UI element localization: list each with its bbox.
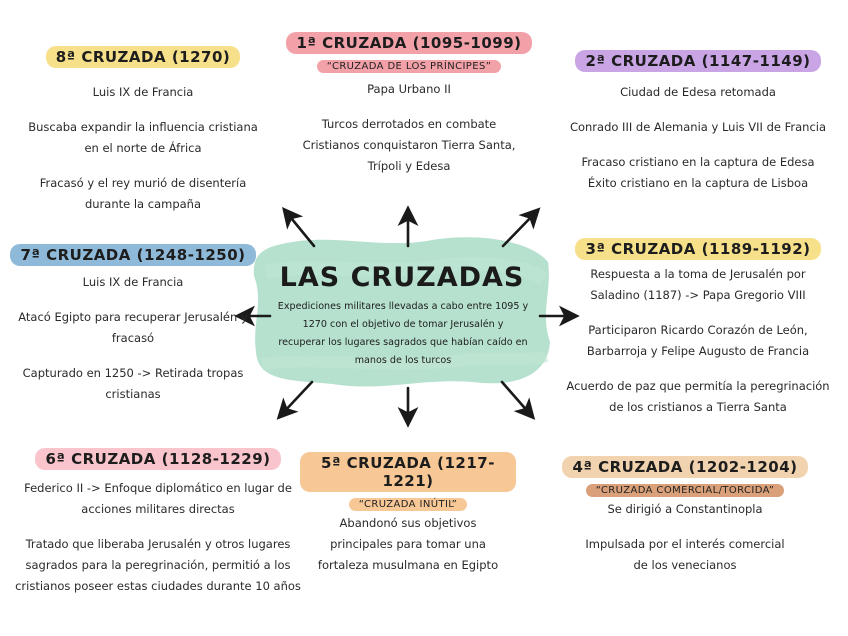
crusade-8-text: Fracasó y el rey murió de disentería xyxy=(39,176,247,190)
crusade-7-text: Atacó Egipto para recuperar Jerusalén y xyxy=(18,310,248,324)
crusade-6-text: cristianos poseer estas ciudades durante 10 años xyxy=(15,579,301,593)
crusade-1-title: 1ª CRUZADA (1095-1099) xyxy=(286,32,531,54)
crusade-3-text: Barbarroja y Felipe Augusto de Francia xyxy=(586,344,810,358)
description-line: Expediciones militares llevadas a cabo entre 1095 y xyxy=(277,301,529,312)
crusade-8-text: en el norte de África xyxy=(84,141,202,155)
description-line: 1270 con el objetivo de tomar Jerusalén y xyxy=(302,319,504,330)
crusade-2-text: Conrado III de Alemania y Luis VII de Francia xyxy=(569,120,827,134)
crusade-2-text: Éxito cristiano en la captura de Lisboa xyxy=(587,176,809,190)
crusade-1-text: Cristianos conquistaron Tierra Santa, xyxy=(302,138,516,152)
description-line: recuperar los lugares sagrados que habían caído en xyxy=(278,337,528,348)
arrow-to-8th xyxy=(287,213,314,246)
crusade-5-text: principales para tomar una xyxy=(330,537,486,551)
crusade-7 xyxy=(0,244,266,405)
crusade-1 xyxy=(268,32,550,177)
crusade-5-text: Abandonó sus objetivos xyxy=(339,516,477,530)
crusade-7-title: 7ª CRUZADA (1248-1250) xyxy=(10,244,255,266)
crusade-4 xyxy=(546,456,824,576)
crusade-3-title: 3ª CRUZADA (1189-1192) xyxy=(575,238,820,260)
crusade-8-text: Luis IX de Francia xyxy=(92,85,194,99)
crusade-5-text: fortaleza musulmana en Egipto xyxy=(317,558,499,572)
crusade-8-text: durante la campaña xyxy=(84,197,202,211)
crusade-4-text: Se dirigió a Constantinopla xyxy=(607,502,763,516)
crusade-4-text: de los venecianos xyxy=(633,558,737,572)
crusade-2-title: 2ª CRUZADA (1147-1149) xyxy=(575,50,820,72)
crusade-6-text: Federico II -> Enfoque diplomático en lugar de xyxy=(24,481,292,495)
crusade-4-subtitle: “CRUZADA COMERCIAL/TORCIDA” xyxy=(586,484,785,497)
crusade-3-text: Acuerdo de paz que permitía la peregrinación xyxy=(566,379,830,393)
crusade-1-subtitle: “CRUZADA DE LOS PRÍNCIPES” xyxy=(317,60,502,73)
crusade-6-text: sagrados para la peregrinación, permitió a los xyxy=(25,558,291,572)
crusade-6 xyxy=(0,448,316,597)
crusade-1-text: Trípoli y Edesa xyxy=(367,159,451,173)
crusade-3-text: Respuesta a la toma de Jerusalén por xyxy=(590,267,806,281)
arrow-to-2nd xyxy=(503,213,535,246)
crusade-2-text: Fracaso cristiano en la captura de Edesa xyxy=(581,155,815,169)
crusade-3 xyxy=(548,238,848,418)
crusade-7-text: Luis IX de Francia xyxy=(82,275,184,289)
crusade-7-text: Capturado en 1250 -> Retirada tropas xyxy=(22,366,244,380)
crusade-5-subtitle: “CRUZADA INÚTIL” xyxy=(349,498,467,511)
crusade-5 xyxy=(300,452,516,576)
crusade-8 xyxy=(0,46,286,215)
main-title: LAS CRUZADAS xyxy=(279,262,525,293)
crusade-6-title: 6ª CRUZADA (1128-1229) xyxy=(35,448,280,470)
crusade-4-title: 4ª CRUZADA (1202-1204) xyxy=(562,456,807,478)
crusade-2-text: Ciudad de Edesa retomada xyxy=(620,85,776,99)
crusade-7-text: fracasó xyxy=(111,331,155,345)
crusade-3-text: Participaron Ricardo Corazón de León, xyxy=(588,323,808,337)
crusade-3-text: de los cristianos a Tierra Santa xyxy=(609,400,787,414)
description-line: manos de los turcos xyxy=(354,355,452,366)
crusade-1-text: Turcos derrotados en combate xyxy=(321,117,497,131)
arrow-to-6th xyxy=(282,382,312,414)
crusade-6-text: acciones militares directas xyxy=(81,502,235,516)
arrow-to-4th xyxy=(502,382,530,414)
crusade-5-title: 5ª CRUZADA (1217-1221) xyxy=(300,452,516,492)
crusade-1-text: Papa Urbano II xyxy=(367,82,451,96)
crusade-8-text: Buscaba expandir la influencia cristiana xyxy=(28,120,258,134)
crusade-7-text: cristianas xyxy=(105,387,161,401)
crusade-3-text: Saladino (1187) -> Papa Gregorio VIII xyxy=(590,288,806,302)
crusade-4-text: Impulsada por el interés comercial xyxy=(585,537,785,551)
crusade-8-title: 8ª CRUZADA (1270) xyxy=(46,46,241,68)
crusade-2 xyxy=(548,50,848,194)
crusade-6-text: Tratado que liberaba Jerusalén y otros lugares xyxy=(25,537,291,551)
